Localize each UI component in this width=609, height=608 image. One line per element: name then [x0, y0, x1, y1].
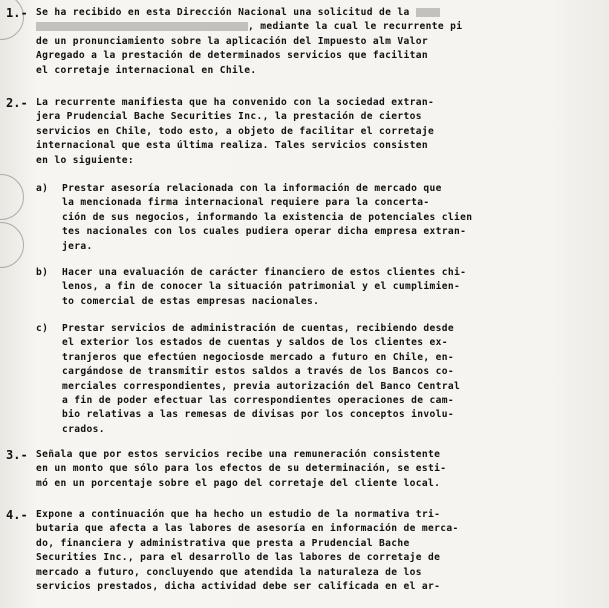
- text-fragment: Hacer una evaluación de carácter financiero de estos clientes chi-: [62, 267, 467, 278]
- text-line: to comercial de estas empresas nacionales.: [62, 295, 320, 307]
- paragraph-1: [36, 6, 596, 78]
- text-line: lenos, a fin de conocer la situación patrimonial y el cumplimien-: [62, 281, 461, 293]
- text-line: internacional que esta última realiza. Tales servicios consisten: [36, 140, 429, 152]
- text-line: en lo siguiente:: [36, 154, 135, 166]
- item-label: b): [36, 267, 49, 278]
- text-line: [36, 266, 596, 280]
- text-fragment: Prestar asesoría relacionada con la información de mercado que: [62, 183, 442, 194]
- text-line: Señala que por estos servicios recibe una remuneración consistente: [36, 449, 441, 460]
- list-item-b: [36, 266, 596, 309]
- text-fragment: , mediante la cual le recurrente pi: [248, 21, 463, 33]
- text-line: mercado a futuro, concluyendo que atendida la naturaleza de los: [36, 566, 422, 578]
- text-line: el corretaje internacional en Chile.: [36, 64, 257, 76]
- text-line: [36, 322, 596, 336]
- paragraph-number: 4.-: [6, 508, 28, 522]
- text-line: [36, 182, 596, 196]
- text-line: Agregado a la prestación de determinados servicios que facilitan: [36, 50, 429, 62]
- text-line: butaria que afecta a las labores de asesoría en información de merca-: [36, 523, 459, 535]
- text-line: en un monto que sólo para los efectos de su determinación, se esti-: [36, 463, 447, 475]
- redaction-mark: [416, 8, 440, 17]
- stamp-seal: [0, 174, 24, 220]
- text-fragment: Se ha recibido en esta Dirección Nacional una solicitud de la: [36, 7, 410, 18]
- text-line: tranjeros que efectúen negociosde mercado a futuro en Chile, en-: [62, 351, 455, 363]
- text-line: servicios prestados, dicha actividad debe ser calificada en el ar-: [36, 581, 441, 593]
- text-line: merciales correspondientes, previa autorización del Banco Central: [62, 380, 461, 392]
- paragraph-number: 2.-: [6, 96, 28, 110]
- list-item-c: [36, 322, 596, 437]
- paragraph-3: [36, 448, 596, 491]
- text-line: jera Prudencial Bache Securities Inc., la prestación de ciertos: [36, 111, 422, 123]
- text-line: [36, 20, 596, 34]
- redaction-mark: [36, 22, 248, 31]
- item-label: c): [36, 323, 49, 334]
- text-line: tes nacionales con los cuales pudiera operar dicha empresa extran-: [62, 226, 467, 238]
- text-fragment: Prestar servicios de administración de cuentas, recibiendo desde: [62, 323, 455, 334]
- text-line: Expone a continuación que ha hecho un estudio de la normativa tri-: [36, 509, 441, 520]
- text-line: [36, 6, 596, 20]
- paragraph-number: 3.-: [6, 448, 28, 462]
- text-line: a fin de poder efectuar las correspondientes operaciones de cam-: [62, 395, 455, 407]
- text-line: ción de sus negocios, informando la existencia de potenciales clien: [62, 211, 473, 223]
- paragraph-number: 1.-: [6, 6, 28, 20]
- item-label: a): [36, 183, 49, 194]
- text-line: jera.: [62, 240, 93, 252]
- text-line: mó en un porcentaje sobre el pago del corretaje del cliente local.: [36, 477, 441, 489]
- stamp-seal: [0, 222, 24, 268]
- text-line: bio relativas a las remesas de divisas por los conceptos involu-: [62, 409, 455, 421]
- text-line: servicios en Chile, todo esto, a objeto de facilitar el corretaje: [36, 125, 435, 137]
- text-line: La recurrente manifiesta que ha convenido con la sociedad extran-: [36, 97, 435, 108]
- text-line: crados.: [62, 423, 105, 435]
- paragraph-2: [36, 96, 596, 168]
- list-item-a: [36, 182, 596, 254]
- text-line: do, financiera y administrativa que presta a Prudencial Bache: [36, 537, 410, 549]
- paragraph-4: [36, 508, 596, 594]
- text-line: el exterior los estados de cuentas y saldos de los clientes ex-: [62, 337, 448, 349]
- text-line: la mencionada firma internacional requiere para la concerta-: [62, 197, 430, 209]
- text-line: Securities Inc., para el desarrollo de las labores de corretaje de: [36, 552, 441, 564]
- text-line: cargándose de transmitir estos saldos a través de los Bancos co-: [62, 366, 455, 378]
- text-line: de un pronunciamiento sobre la aplicación del Impuesto alm Valor: [36, 35, 429, 47]
